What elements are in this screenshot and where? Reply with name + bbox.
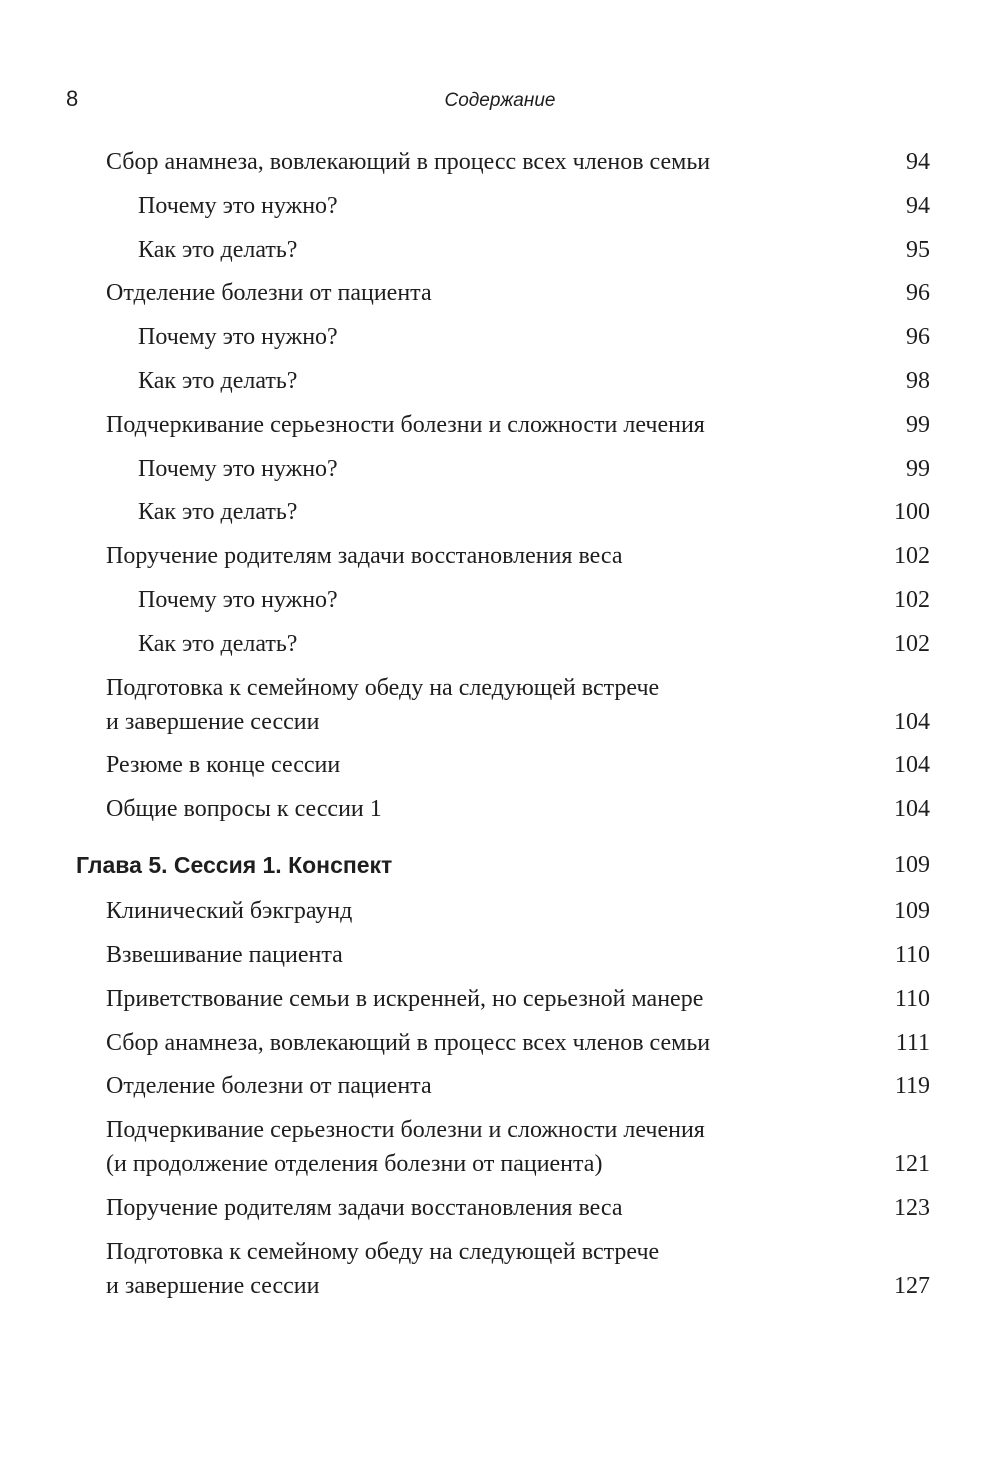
toc-entry-page: 98 xyxy=(906,367,930,394)
toc-subentry xyxy=(0,583,1000,617)
toc-entry xyxy=(0,748,1000,782)
chapter-page: 109 xyxy=(894,852,930,879)
running-title: Содержание xyxy=(444,90,556,111)
toc-entry-page: 109 xyxy=(894,898,930,925)
toc-entry xyxy=(0,145,1000,179)
toc-entry-page: 111 xyxy=(895,1029,930,1056)
toc-entry-title: Почему это нужно? xyxy=(138,586,338,613)
toc-entry-title: Сбор анамнеза, вовлекающий в процесс всех членов семьи xyxy=(106,1029,711,1056)
table-of-contents xyxy=(0,145,1000,1313)
toc-entry-page: 104 xyxy=(894,752,930,779)
toc-entry-title xyxy=(106,671,850,739)
toc-entry-page: 123 xyxy=(894,1194,930,1221)
toc-entry-title: Подчеркивание серьезности болезни и сложности лечения xyxy=(106,411,705,438)
toc-entry-title: Взвешивание пациента xyxy=(106,941,343,968)
chapter-title: Глава 5. Сессия 1. Конспект xyxy=(76,852,393,879)
toc-entry-title xyxy=(106,1235,850,1303)
toc-entry-title: Почему это нужно? xyxy=(138,455,338,482)
toc-entry-page: 102 xyxy=(894,586,930,613)
toc-entry-title: Клинический бэкграунд xyxy=(106,898,353,925)
toc-entry xyxy=(0,1235,1000,1303)
toc-entry xyxy=(0,671,1000,739)
toc-entry-title: Как это делать? xyxy=(138,630,298,657)
toc-entry-page: 110 xyxy=(894,941,930,968)
toc-entry-title: Отделение болезни от пациента xyxy=(106,280,432,307)
toc-entry-title-line: и завершение сессии xyxy=(106,708,320,735)
toc-entry-page: 94 xyxy=(906,192,930,219)
toc-entry xyxy=(0,894,1000,928)
toc-subentry xyxy=(0,233,1000,267)
toc-entry-page: 96 xyxy=(906,324,930,351)
toc-subentry xyxy=(0,189,1000,223)
toc-entry-title: Резюме в конце сессии xyxy=(106,752,341,779)
toc-entry xyxy=(0,938,1000,972)
toc-entry-title xyxy=(106,1113,850,1181)
page-header xyxy=(0,84,1000,118)
toc-entry-title-line: Подчеркивание серьезности болезни и сложности лечения xyxy=(106,1117,705,1144)
toc-entry-page: 99 xyxy=(906,455,930,482)
toc-entry xyxy=(0,1113,1000,1181)
toc-entry-page: 102 xyxy=(894,543,930,570)
toc-subentry xyxy=(0,452,1000,486)
toc-entry-title-line: Подготовка к семейному обеду на следующей встрече xyxy=(106,1238,660,1265)
toc-entry-page: 127 xyxy=(894,1272,930,1299)
toc-subentry xyxy=(0,364,1000,398)
toc-entry-title: Как это делать? xyxy=(138,236,298,263)
toc-entry-page: 110 xyxy=(894,985,930,1012)
toc-entry xyxy=(0,982,1000,1016)
toc-entry-page: 119 xyxy=(894,1073,930,1100)
toc-entry-title: Почему это нужно? xyxy=(138,324,338,351)
page-number: 8 xyxy=(66,86,79,111)
toc-entry-title-line: (и продолжение отделения болезни от пациента) xyxy=(106,1151,603,1178)
toc-entry xyxy=(0,539,1000,573)
toc-entry-page: 100 xyxy=(894,499,930,526)
toc-entry-page: 94 xyxy=(906,149,930,175)
toc-entry-title: Общие вопросы к сессии 1 xyxy=(106,796,382,823)
toc-subentry xyxy=(0,320,1000,354)
toc-subentry xyxy=(0,495,1000,529)
toc-entry-page: 121 xyxy=(894,1151,930,1178)
toc-entry xyxy=(0,1026,1000,1060)
toc-chapter-heading xyxy=(0,848,1000,882)
toc-entry xyxy=(0,276,1000,310)
toc-entry xyxy=(0,1069,1000,1103)
toc-entry-title: Почему это нужно? xyxy=(138,192,338,219)
toc-entry-page: 104 xyxy=(894,708,930,735)
toc-entry-page: 99 xyxy=(906,411,930,438)
toc-entry-title: Как это делать? xyxy=(138,499,298,526)
toc-entry-title: Отделение болезни от пациента xyxy=(106,1073,432,1100)
toc-entry-title: Как это делать? xyxy=(138,367,298,394)
toc-entry xyxy=(0,1191,1000,1225)
toc-entry xyxy=(0,792,1000,826)
toc-entry-title: Приветствование семьи в искренней, но серьезной манере xyxy=(106,985,704,1012)
toc-entry-title: Поручение родителям задачи восстановления веса xyxy=(106,543,623,570)
toc-entry-title: Сбор анамнеза, вовлекающий в процесс всех членов семьи xyxy=(106,149,711,175)
toc-entry-title: Поручение родителям задачи восстановления веса xyxy=(106,1194,623,1221)
toc-entry-title-line: и завершение сессии xyxy=(106,1272,320,1299)
toc-entry xyxy=(0,408,1000,442)
toc-entry-page: 95 xyxy=(906,236,930,263)
toc-entry-page: 104 xyxy=(894,796,930,823)
toc-entry-page: 96 xyxy=(906,280,930,307)
toc-entry-page: 102 xyxy=(894,630,930,657)
toc-entry-title-line: Подготовка к семейному обеду на следующей встрече xyxy=(106,674,660,701)
toc-subentry xyxy=(0,627,1000,661)
